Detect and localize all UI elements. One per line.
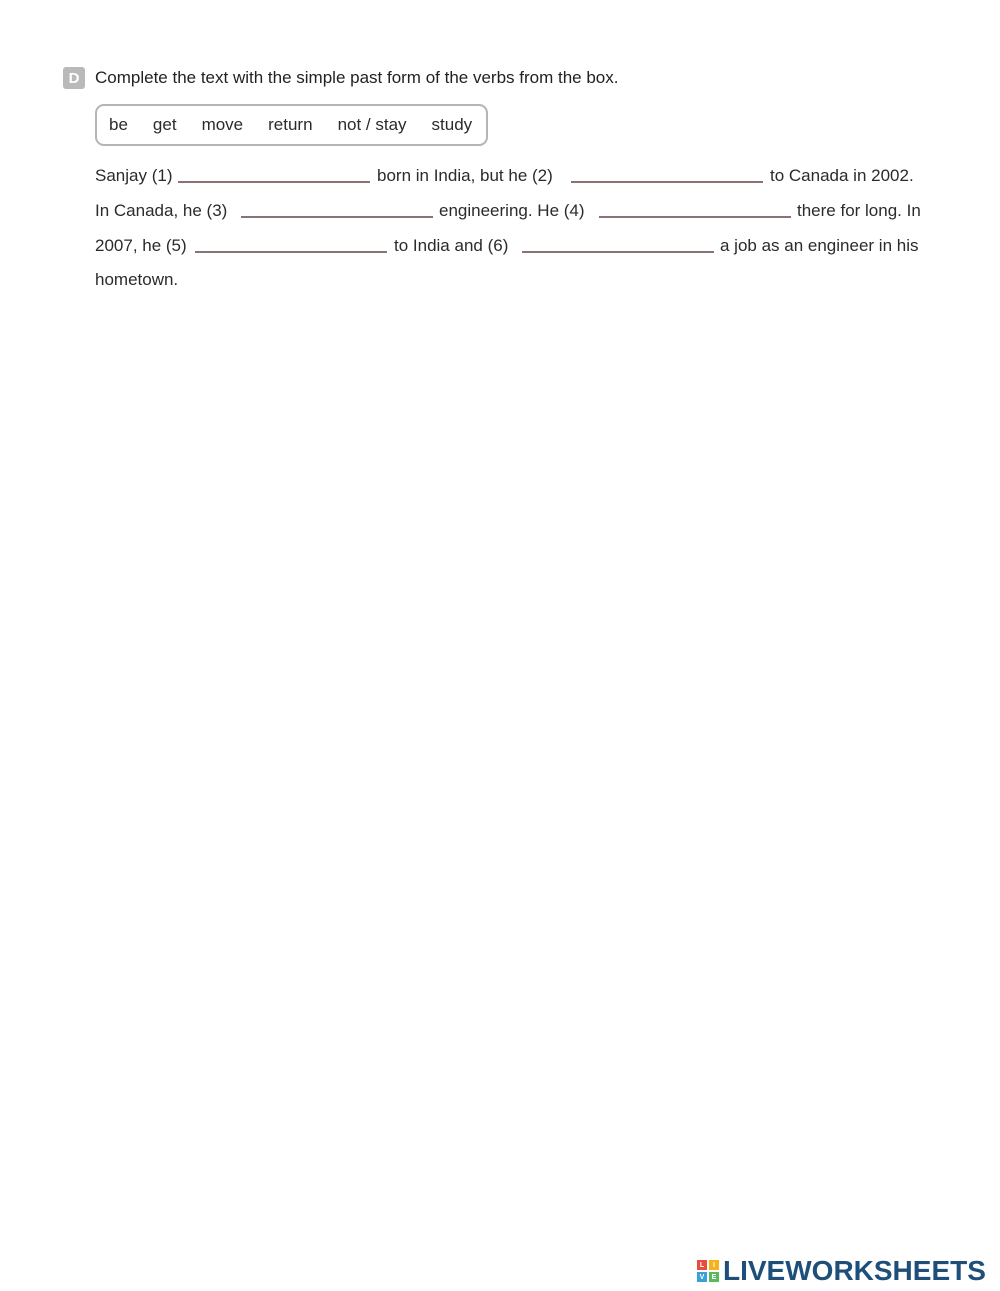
text-line1-b: born in India, but he (2) bbox=[377, 166, 553, 185]
liveworksheets-logo bbox=[697, 1256, 986, 1286]
blank-5[interactable] bbox=[195, 251, 387, 253]
word-not-stay: not / stay bbox=[337, 115, 407, 134]
blank-3[interactable] bbox=[241, 216, 433, 218]
text-line2-c: there for long. In bbox=[797, 201, 921, 220]
blank-4[interactable] bbox=[599, 216, 791, 218]
logo-text: LIVEWORKSHEETS bbox=[723, 1255, 986, 1286]
logo-letter-i: I bbox=[709, 1260, 719, 1270]
instruction-text: Complete the text with the simple past form of the verbs from the box. bbox=[95, 68, 619, 87]
word-move: move bbox=[201, 115, 244, 134]
text-line2-a: In Canada, he (3) bbox=[95, 201, 228, 220]
text-line3-c: a job as an engineer in his bbox=[720, 236, 919, 255]
text-line1-c: to Canada in 2002. bbox=[770, 166, 914, 185]
exercise-badge: D bbox=[63, 67, 85, 89]
text-line2-b: engineering. He (4) bbox=[439, 201, 585, 220]
word-return: return bbox=[268, 115, 313, 134]
text-line3-b: to India and (6) bbox=[394, 236, 509, 255]
blank-2[interactable] bbox=[571, 181, 763, 183]
logo-letter-l: L bbox=[697, 1260, 707, 1270]
text-line1-a: Sanjay (1) bbox=[95, 166, 173, 185]
word-study: study bbox=[431, 115, 473, 134]
text-line3-a: 2007, he (5) bbox=[95, 236, 187, 255]
logo-letter-v: V bbox=[697, 1272, 707, 1282]
logo-icon bbox=[697, 1260, 719, 1282]
blank-1[interactable] bbox=[178, 181, 370, 183]
word-get: get bbox=[152, 115, 177, 134]
logo-letter-e: E bbox=[709, 1272, 719, 1282]
word-be: be bbox=[109, 115, 128, 134]
word-box bbox=[95, 104, 488, 146]
blank-6[interactable] bbox=[522, 251, 714, 253]
exercise-header bbox=[63, 64, 618, 92]
text-line4-a: hometown. bbox=[95, 270, 179, 289]
